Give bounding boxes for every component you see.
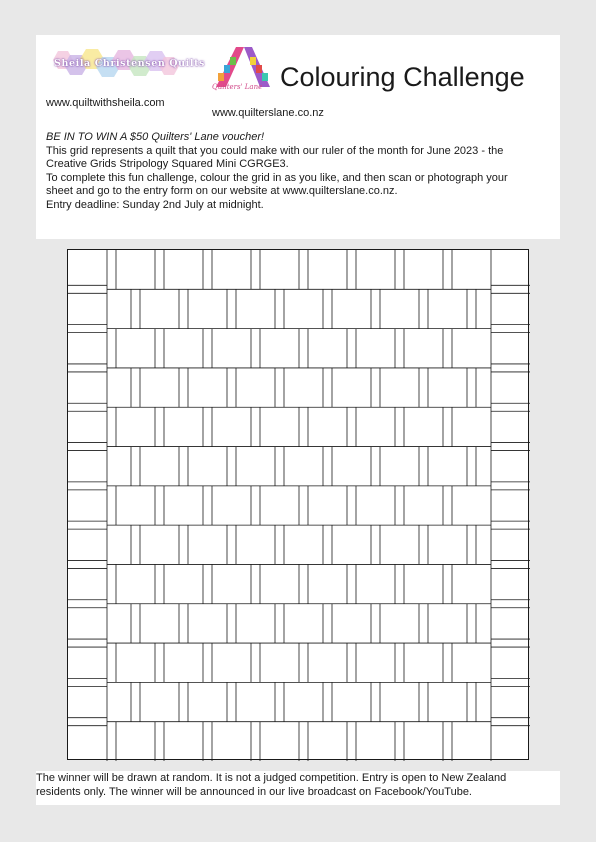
promo-line: BE IN TO WIN A $50 Quilters' Lane voucher! bbox=[46, 131, 265, 143]
instruction-line-5: Entry deadline: Sunday 2nd July at midnight. bbox=[46, 198, 264, 211]
instruction-line-2: Creative Grids Stripology Squared Mini CGRGE3. bbox=[46, 158, 289, 171]
instructions bbox=[46, 131, 556, 213]
url-quilterslane[interactable]: www.quilterslane.co.nz bbox=[212, 107, 324, 119]
header-panel bbox=[36, 35, 560, 239]
footer-panel bbox=[36, 771, 560, 805]
logo-left-text: Sheila Christensen Quilts bbox=[54, 58, 206, 69]
url-quiltwithsheila[interactable]: www.quiltwithsheila.com bbox=[46, 97, 165, 109]
page-title: Colouring Challenge bbox=[280, 62, 525, 92]
quilt-grid-lines bbox=[68, 250, 530, 761]
instruction-line-4: sheet and go to the entry form on our website at www.quilterslane.co.nz. bbox=[46, 185, 398, 198]
instruction-line-1: This grid represents a quilt that you could make with our ruler of the month for June 2023 - the bbox=[46, 144, 504, 157]
footer-line-2: residents only. The winner will be announced in our live broadcast on Facebook/YouTube. bbox=[36, 786, 472, 798]
logo-right-text: Quilters' Lane bbox=[212, 83, 263, 91]
footer-line-1: The winner will be drawn at random. It is not a judged competition. Entry is open to New Zealand bbox=[36, 772, 507, 784]
quilt-colouring-grid[interactable] bbox=[67, 249, 529, 760]
quilters-lane-logo bbox=[208, 43, 280, 101]
instruction-line-3: To complete this fun challenge, colour the grid in as you like, and then scan or photograph your bbox=[46, 171, 508, 184]
